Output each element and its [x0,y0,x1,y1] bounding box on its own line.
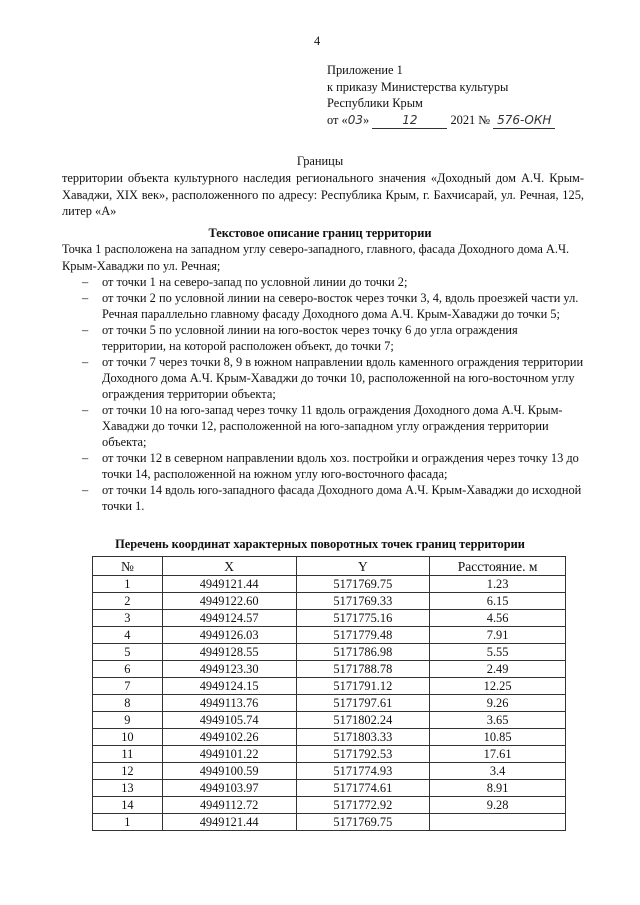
page-number: 4 [314,34,321,48]
cell-x: 4949101.22 [162,746,296,763]
table-row [93,593,566,610]
cell-x: 4949126.03 [162,627,296,644]
appendix-line: Приложение 1 [327,63,403,77]
cell-distance: 1.23 [430,576,566,593]
cell-y: 5171779.48 [296,627,430,644]
cell-distance: 17.61 [430,746,566,763]
cell-x: 4949128.55 [162,644,296,661]
cell-y: 5171802.24 [296,712,430,729]
list-item [62,450,584,482]
list-item-text: от точки 14 вдоль юго-западного фасада Доходного дома А.Ч. Крым-Хаваджи до исходной точки 1. [102,483,582,513]
cell-x: 4949102.26 [162,729,296,746]
dash: – [82,291,89,305]
cell-number: 1 [93,814,163,831]
handwritten-day: 03 [347,112,364,127]
cell-distance: 10.85 [430,729,566,746]
cell-x: 4949123.30 [162,661,296,678]
dash: – [82,483,89,497]
table-row [93,729,566,746]
cell-number: 13 [93,780,163,797]
table-row [93,678,566,695]
list-item-text: от точки 1 на северо-запад по условной линии до точки 2; [102,275,408,289]
handwritten-order-number: 576-ОКН [493,112,555,130]
cell-distance: 3.4 [430,763,566,780]
list-item [62,290,584,322]
list-item-text: от точки 7 через точки 8, 9 в южном направлении вдоль каменного ограждения территории Доходного дома А.Ч. Крым-Хаваджи до точки 10, расположенной на юго-восточном углу ограждения территории объекта; [102,355,584,401]
cell-distance: 12.25 [430,678,566,695]
cell-distance: 9.28 [430,797,566,814]
dash: – [82,355,89,369]
cell-y: 5171774.93 [296,763,430,780]
cell-y: 5171772.92 [296,797,430,814]
cell-y: 5171788.78 [296,661,430,678]
table-header-row [93,557,566,576]
cell-x: 4949121.44 [162,576,296,593]
cell-distance: 3.65 [430,712,566,729]
list-item-text: от точки 2 по условной линии на северо-восток через точки 3, 4, вдоль проезжей части ул. Речная параллельно главному фасаду Доходного дома А.Ч. Крым-Хаваджи до точки 5; [102,291,579,321]
cell-y: 5171791.12 [296,678,430,695]
table-row [93,763,566,780]
cell-x: 4949112.72 [162,797,296,814]
table-heading: Перечень координат характерных поворотных точек границ территории [115,537,525,551]
list-item [62,402,584,450]
document-title: Границы [296,154,344,168]
list-item-text: от точки 10 на юго-запад через точку 11 вдоль ограждения Доходного дома А.Ч. Крым-Хаваджи до точки 12, расположенной на юго-западном углу ограждения территории объекта; [102,403,563,449]
cell-distance: 8.91 [430,780,566,797]
cell-x: 4949100.59 [162,763,296,780]
cell-distance: 2.49 [430,661,566,678]
list-item [62,322,584,354]
dash: – [82,323,89,337]
header-number: № [93,557,163,576]
description-heading: Текстовое описание границ территории [208,226,432,240]
cell-number: 14 [93,797,163,814]
dash: – [82,275,89,289]
list-item [62,274,584,290]
list-item [62,354,584,402]
header-y: Y [296,557,430,576]
year-number-label: 2021 № [450,112,491,127]
table-row [93,661,566,678]
cell-y: 5171786.98 [296,644,430,661]
cell-y: 5171797.61 [296,695,430,712]
cell-number: 10 [93,729,163,746]
cell-y: 5171775.16 [296,610,430,627]
table-row [93,780,566,797]
cell-distance [430,814,566,831]
date-prefix: от « [327,112,348,127]
cell-y: 5171803.33 [296,729,430,746]
cell-x: 4949122.60 [162,593,296,610]
cell-distance: 7.91 [430,627,566,644]
cell-y: 5171769.33 [296,593,430,610]
cell-number: 7 [93,678,163,695]
cell-number: 2 [93,593,163,610]
cell-number: 1 [93,576,163,593]
table-row [93,797,566,814]
cell-number: 9 [93,712,163,729]
cell-number: 4 [93,627,163,644]
point1-paragraph: Точка 1 расположена на западном углу северо-западного, главного, фасада Доходного дома А.Ч. Крым-Хаваджи по ул. Речная; [62,242,570,273]
list-item-text: от точки 5 по условной линии на юго-восток через точку 6 до угла ограждения территории, на которой расположен объект, до точки 7; [102,323,518,353]
cell-x: 4949103.97 [162,780,296,797]
cell-x: 4949105.74 [162,712,296,729]
cell-number: 6 [93,661,163,678]
cell-x: 4949121.44 [162,814,296,831]
table-row [93,712,566,729]
cell-distance: 9.26 [430,695,566,712]
cell-number: 5 [93,644,163,661]
appendix-block [327,62,555,129]
table-row [93,814,566,831]
cell-distance: 6.15 [430,593,566,610]
coordinates-table [92,556,566,831]
appendix-line: к приказу Министерства культуры [327,79,509,94]
appendix-line: Республики Крым [327,96,423,110]
dash: – [82,403,89,417]
list-item [62,482,584,514]
cell-number: 8 [93,695,163,712]
table-row [93,644,566,661]
cell-number: 3 [93,610,163,627]
handwritten-month: 12 [372,112,447,130]
cell-number: 12 [93,763,163,780]
cell-distance: 5.55 [430,644,566,661]
cell-number: 11 [93,746,163,763]
table-row [93,576,566,593]
table-row [93,746,566,763]
table-row [93,695,566,712]
boundary-description-list [62,274,584,514]
cell-y: 5171769.75 [296,814,430,831]
table-row [93,627,566,644]
cell-x: 4949124.57 [162,610,296,627]
cell-y: 5171769.75 [296,576,430,593]
cell-x: 4949113.76 [162,695,296,712]
intro-paragraph: территории объекта культурного наследия регионального значения «Доходный дом А.Ч. Крым-Хаваджи, XIX век», расположенного по адресу: Республика Крым, г. Бахчисарай, ул. Речная, 125, литер «А» [62,171,584,218]
table-row [93,610,566,627]
header-x: X [162,557,296,576]
cell-y: 5171792.53 [296,746,430,763]
cell-x: 4949124.15 [162,678,296,695]
order-date-line [327,112,555,130]
header-distance: Расстояние. м [430,557,566,576]
list-item-text: от точки 12 в северном направлении вдоль хоз. постройки и ограждения через точку 13 до точки 14, расположенной на южном углу юго-восточного фасада; [102,451,579,481]
dash: – [82,451,89,465]
cell-distance: 4.56 [430,610,566,627]
cell-y: 5171774.61 [296,780,430,797]
date-mid: » [363,112,370,127]
